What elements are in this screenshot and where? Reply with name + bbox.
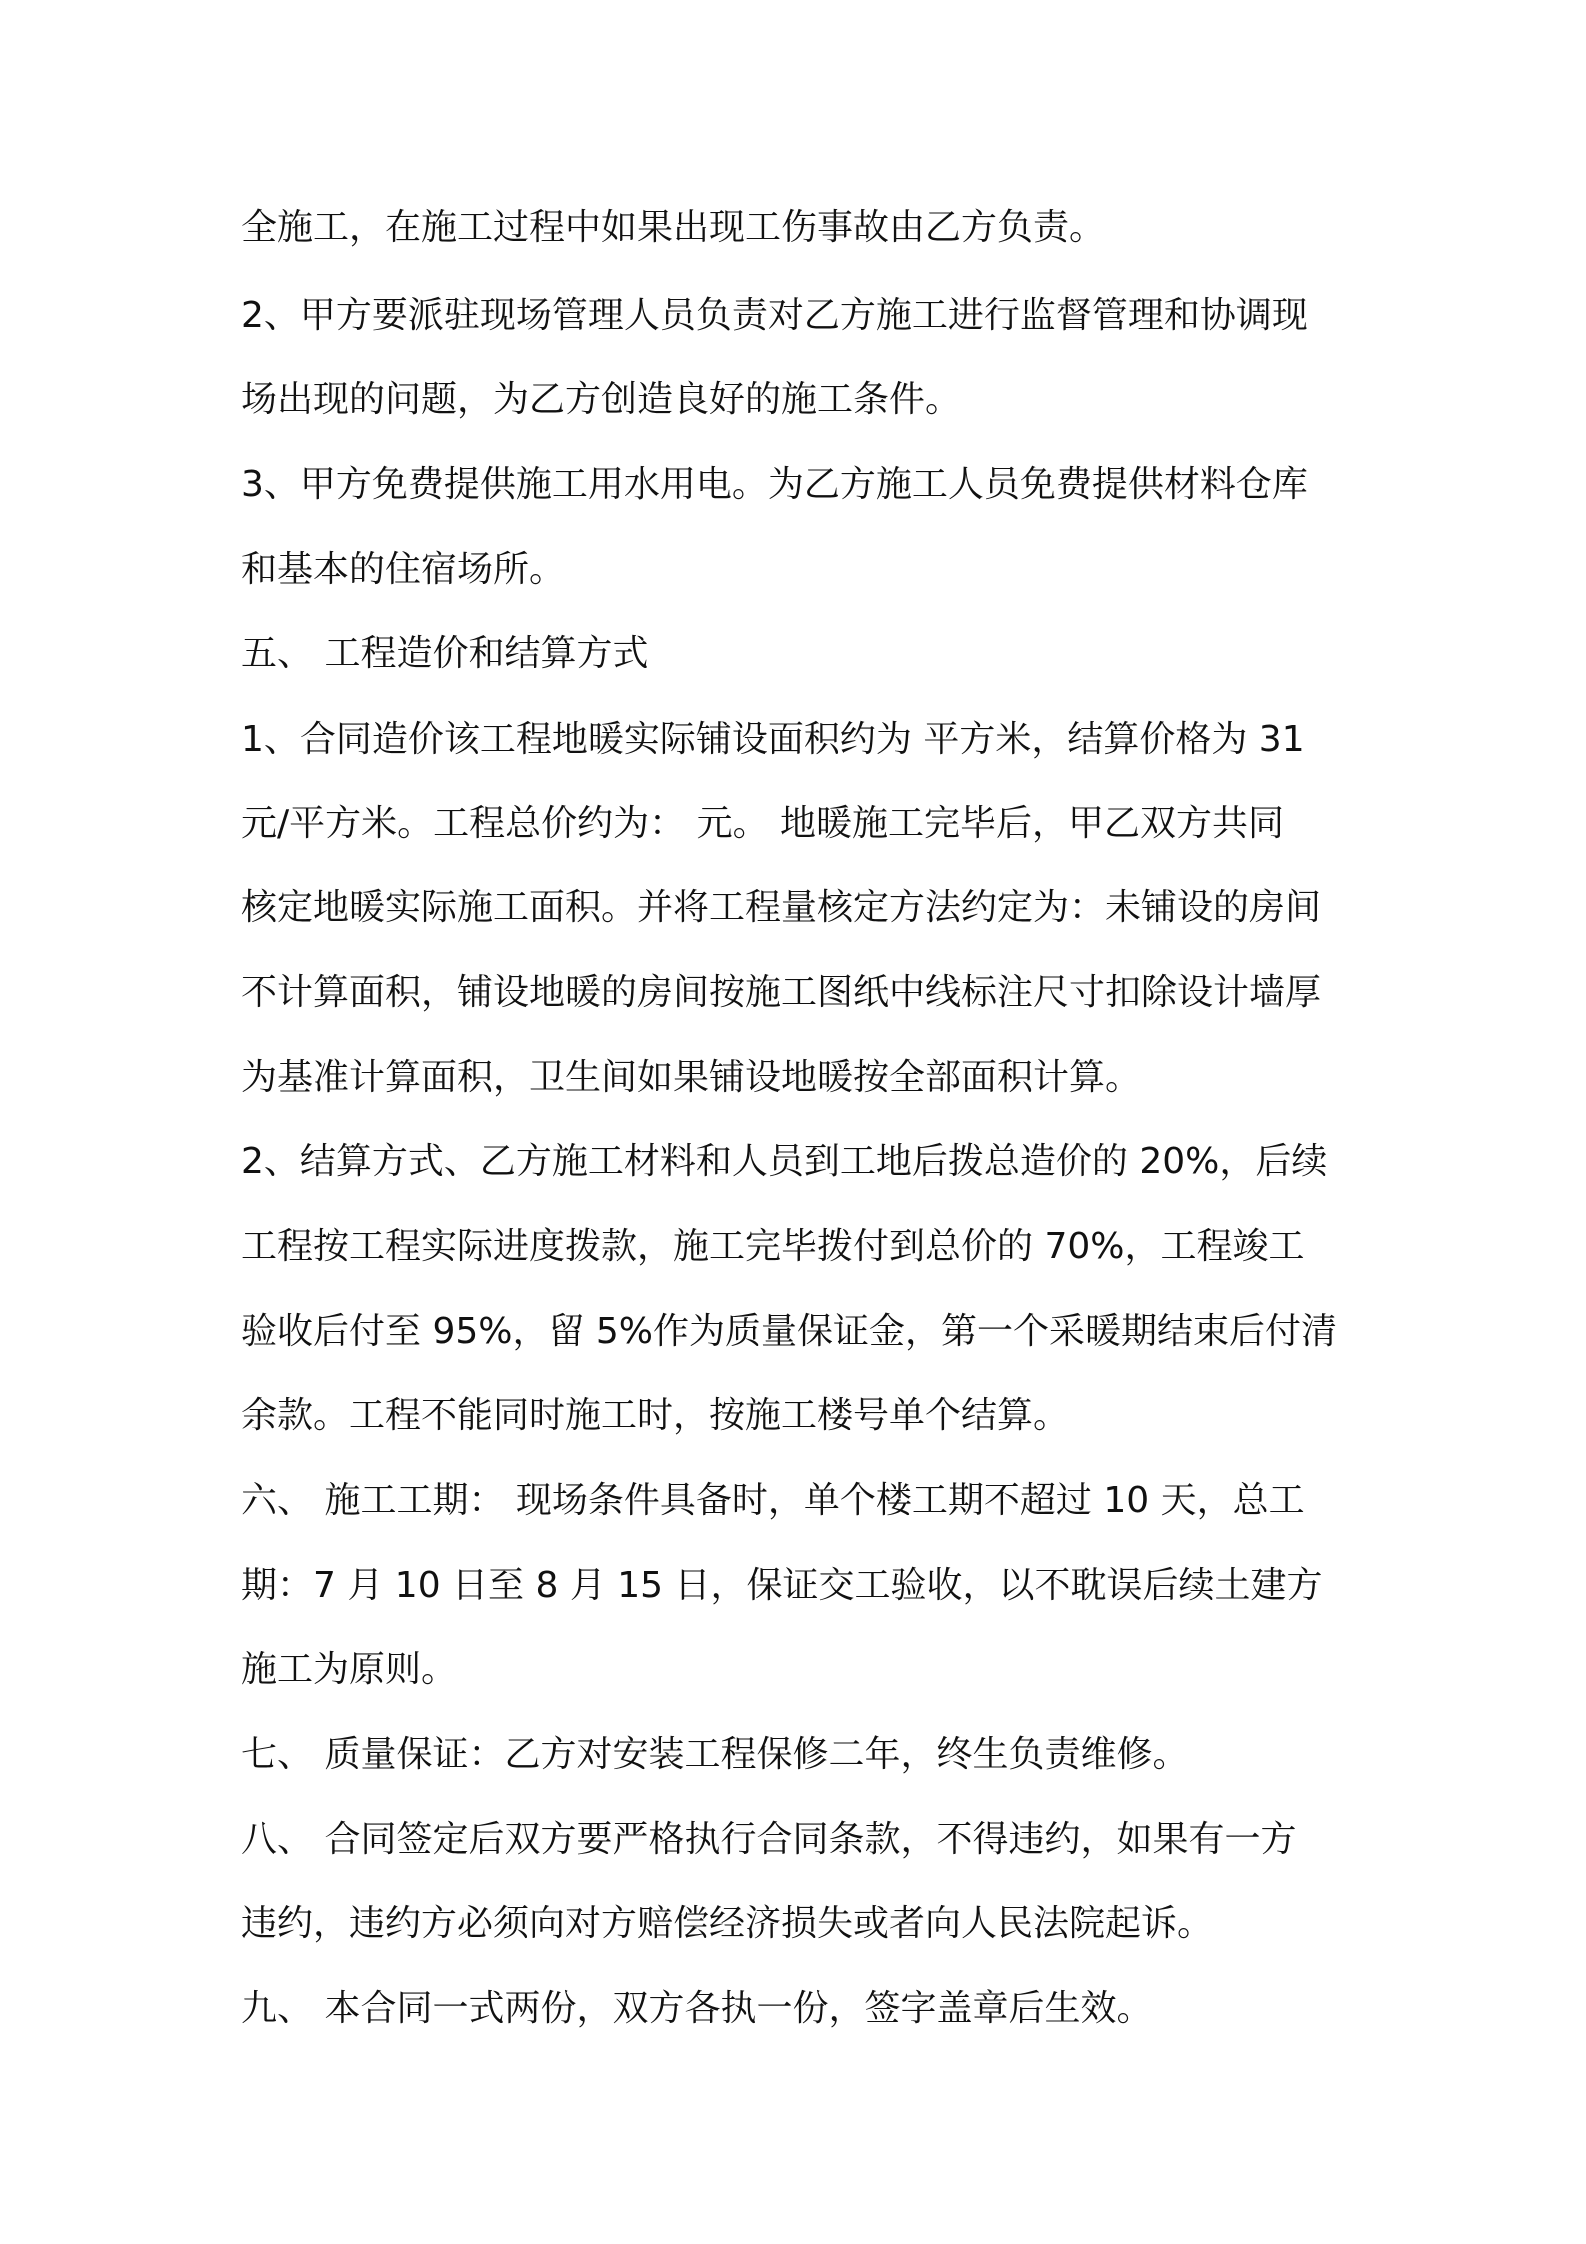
section-heading: 五、 工程造价和结算方式 bbox=[241, 633, 649, 674]
text-line: 2、甲方要派驻现场管理人员负责对乙方施工进行监督管理和协调现 bbox=[241, 295, 1308, 336]
text-line: 期：7 月 10 日至 8 月 15 日，保证交工验收，以不耽误后续土建方 bbox=[241, 1565, 1323, 1606]
text-line: 验收后付至 95%，留 5%作为质量保证金，第一个采暖期结束后付清 bbox=[241, 1311, 1338, 1352]
text-line: 工程按工程实际进度拨款，施工完毕拨付到总价的 70%，工程竣工 bbox=[241, 1226, 1305, 1267]
text-line: 余款。工程不能同时施工时，按施工楼号单个结算。 bbox=[241, 1395, 1070, 1436]
section-heading: 九、 本合同一式两份，双方各执一份，签字盖章后生效。 bbox=[241, 1988, 1153, 2029]
text-line: 施工为原则。 bbox=[241, 1649, 458, 1690]
section-heading: 六、 施工工期： 现场条件具备时，单个楼工期不超过 10 天，总工 bbox=[241, 1480, 1305, 1521]
text-line: 和基本的住宿场所。 bbox=[241, 549, 566, 590]
text-line: 2、结算方式、乙方施工材料和人员到工地后拨总造价的 20%，后续 bbox=[241, 1141, 1328, 1182]
text-line: 元/平方米。工程总价约为： 元。 地暖施工完毕后，甲乙双方共同 bbox=[241, 803, 1285, 844]
text-line: 场出现的问题，为乙方创造良好的施工条件。 bbox=[241, 379, 962, 420]
text-line: 1、合同造价该工程地暖实际铺设面积约为 平方米，结算价格为 31 bbox=[241, 719, 1305, 760]
text-line: 3、甲方免费提供施工用水用电。为乙方施工人员免费提供材料仓库 bbox=[241, 464, 1308, 505]
text-line: 不计算面积，铺设地暖的房间按施工图纸中线标注尺寸扣除设计墙厚 bbox=[241, 972, 1322, 1013]
text-line: 为基准计算面积，卫生间如果铺设地暖按全部面积计算。 bbox=[241, 1057, 1142, 1098]
text-line: 核定地暖实际施工面积。并将工程量核定方法约定为：未铺设的房间 bbox=[241, 887, 1322, 928]
section-heading: 八、 合同签定后双方要严格执行合同条款，不得违约，如果有一方 bbox=[241, 1819, 1297, 1860]
text-line: 违约，违约方必须向对方赔偿经济损失或者向人民法院起诉。 bbox=[241, 1903, 1214, 1944]
section-heading: 七、 质量保证：乙方对安装工程保修二年，终生负责维修。 bbox=[241, 1734, 1189, 1775]
text-line: 全施工，在施工过程中如果出现工伤事故由乙方负责。 bbox=[241, 207, 1106, 248]
